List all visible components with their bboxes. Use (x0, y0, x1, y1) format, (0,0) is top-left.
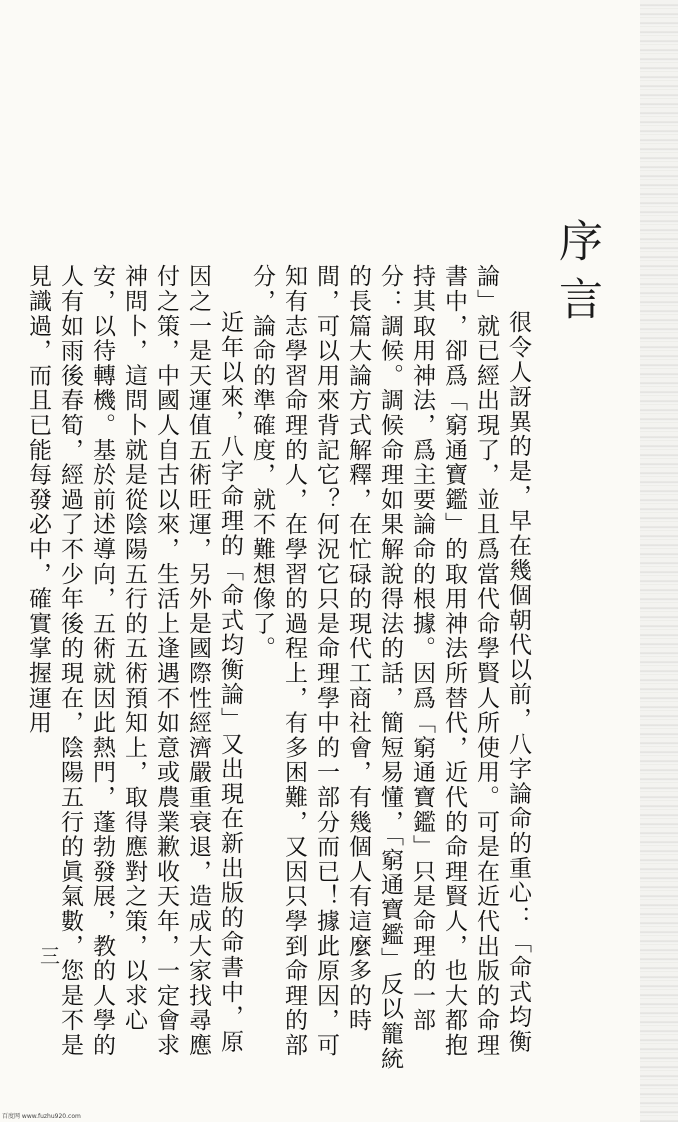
chapter-title: 序言 (551, 218, 602, 334)
page-number: 三 (40, 944, 60, 968)
paragraph-2: 近年以來，八字命理的「命式均衡論」又出現在新出版的命書中，原因之一是天運值五術旺運，另外是國際性經濟嚴重衰退，造成大家找尋應付之策，中國人自古以來，生活上逢遇不如意或農業歉收天年，一定會求神問卜，這問卜就是從陰陽五行的五術預知上，取得應對之策，以求心安，以待轉機。基於前述導向，五術就因此熱門，蓬勃發展，教的人學的人有如雨後春筍，經過了不少年後的現在，陰陽五行的眞氣數，您是不是見識過，而且已能每發必中，確實掌握運用 (25, 264, 243, 1058)
paragraph-1: 很令人訝異的是，早在幾個朝代以前，八字論命的重心：「命式均衡論」就已經出現了，並且爲當代命學賢人所使用。可是在近代出版的命理書中，卻爲「窮通寶鑑」的取用神法所替代，近代的命理賢人，也大都抱持其取用神法，爲主要論命的根據。因爲「窮通寶鑑」只是命理的一部分：調候。調候命理如果解說得法的話，簡短易懂，「窮通寶鑑」反以籠統的長篇大論方式解釋，在忙碌的現代工商社會，有幾個人有這麼多的時間，可以用來背記它？何況它只是命理學中的一部分而已！據此原因，可知有志學習命理的人，在學習的過程上，有多困難，又因只學到命理的部分，論命的準確度，就不難想像了。 (249, 264, 531, 1071)
body-text (25, 264, 534, 1076)
scan-edge-shadow (640, 0, 678, 1122)
watermark-text: 百度网 www.fuzhu920.com (2, 1113, 81, 1120)
